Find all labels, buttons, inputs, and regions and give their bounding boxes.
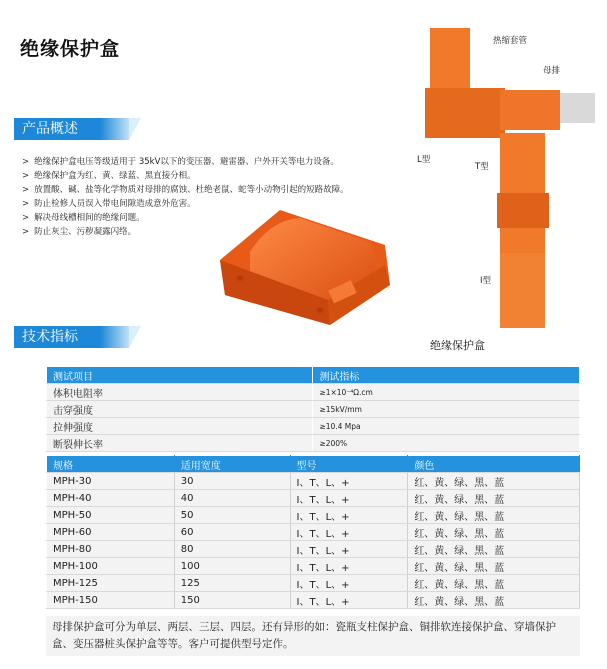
- table-row: MPH-60 60 I、T、L、+ 红、黄、绿、黑、蓝: [47, 524, 580, 541]
- chevron-right-icon: >: [22, 157, 30, 167]
- header-test-item: 测试项目: [47, 367, 313, 384]
- list-item: > 防止灰尘、污秽凝露闪络。: [22, 227, 137, 237]
- list-item: > 绝缘保护盒为红、黄、绿蓝、黑直接分相。: [22, 171, 196, 181]
- header-color: 颜色: [408, 456, 580, 473]
- spec-section-title: 技术指标: [14, 326, 129, 348]
- table-row: [47, 401, 580, 418]
- chevron-right-icon: >: [22, 199, 30, 209]
- test-item: 拉伸强度: [47, 418, 313, 435]
- test-item: 断裂伸长率: [47, 435, 313, 452]
- page-title: 绝缘保护盒: [20, 38, 121, 60]
- table-row: [47, 435, 580, 452]
- table-row: MPH-150 150 I、T、L、+ 红、黄、绿、黑、蓝: [47, 592, 580, 609]
- table-row: MPH-125 125 I、T、L、+ 红、黄、绿、黑、蓝: [47, 575, 580, 592]
- overview-section-title: 产品概述: [14, 118, 129, 140]
- table-row: MPH-30 30 I、T、L、+ 红、黄、绿、黑、蓝: [47, 473, 580, 490]
- table-row: [47, 418, 580, 435]
- test-value: ≥15kV/mm: [313, 401, 580, 418]
- list-item: > 解决母线槽相间的绝缘问题。: [22, 213, 145, 223]
- chevron-right-icon: >: [22, 227, 30, 237]
- list-item: > 放置酸、碱、盐等化学物质对母排的腐蚀、杜绝老鼠、蛇等小动物引起的短路故障。: [22, 185, 349, 195]
- test-value: ≥10.4 Mpa: [313, 418, 580, 435]
- installation-photo: [405, 28, 600, 328]
- test-value: ≥200%: [313, 435, 580, 452]
- chevron-right-icon: >: [22, 213, 30, 223]
- table-row: MPH-80 80 I、T、L、+ 红、黄、绿、黑、蓝: [47, 541, 580, 558]
- footnote: 母排保护盒可分为单层、两层、三层、四层。还有异形的如：瓷瓶支柱保护盒、铜排软连接保护盒、穿墙保护盒、变压器桩头保护盒等等。客户可提供型号定作。: [46, 616, 580, 656]
- table-header-row: [47, 367, 580, 384]
- table-row: [47, 384, 580, 401]
- header-test-value: 测试指标: [313, 367, 580, 384]
- list-item: > 绝缘保护盒电压等级适用于 35kV以下的变压器、避雷器、户外开关等电力设备。: [22, 157, 339, 167]
- heat-shrink-label: 热缩套管: [493, 36, 528, 46]
- i-type-label: I型: [480, 276, 492, 286]
- test-spec-table: [46, 366, 580, 452]
- header-spec: 规格: [47, 456, 175, 473]
- photo-caption: 绝缘保护盒: [430, 339, 485, 352]
- test-value: ≥1×10⁻⁴Ω.cm: [313, 384, 580, 401]
- table-row: MPH-50 50 I、T、L、+ 红、黄、绿、黑、蓝: [47, 507, 580, 524]
- table-row: MPH-100 100 I、T、L、+ 红、黄、绿、黑、蓝: [47, 558, 580, 575]
- busbar-label: 母排: [543, 66, 561, 76]
- chevron-right-icon: >: [22, 171, 30, 181]
- table-header-row: [47, 456, 580, 473]
- header-width: 适用宽度: [174, 456, 290, 473]
- t-type-label: T型: [475, 162, 489, 172]
- test-item: 击穿强度: [47, 401, 313, 418]
- model-table: [46, 455, 580, 609]
- l-type-label: L型: [417, 155, 431, 165]
- test-item: 体积电阻率: [47, 384, 313, 401]
- chevron-right-icon: >: [22, 185, 30, 195]
- table-row: MPH-40 40 I、T、L、+ 红、黄、绿、黑、蓝: [47, 490, 580, 507]
- list-item: > 防止检修人员误入带电间隙造成意外危害。: [22, 199, 196, 209]
- header-type: 型号: [290, 456, 408, 473]
- insulation-box-image: [210, 190, 400, 330]
